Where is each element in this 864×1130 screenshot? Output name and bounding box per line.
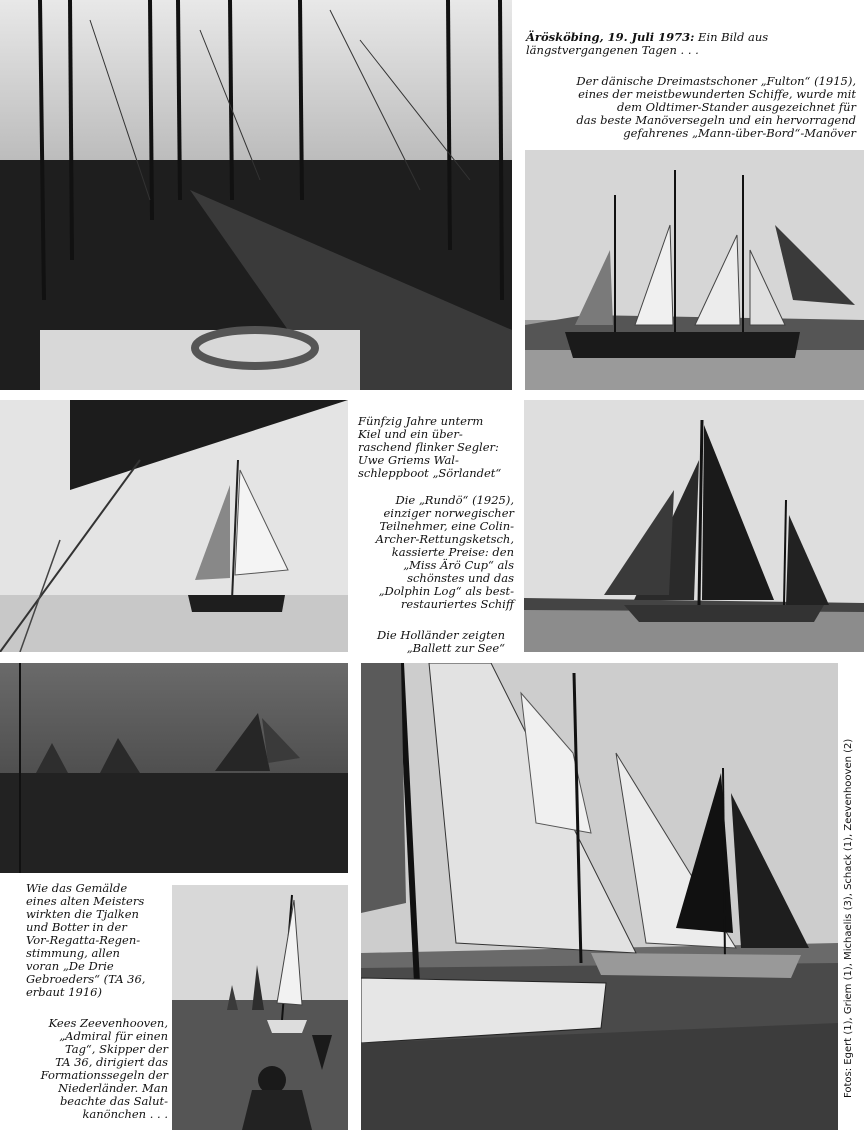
ketch-rundoe-photo xyxy=(524,400,864,652)
intro-caption-text: Ein Bild aus längstvergangenen Tagen . . . xyxy=(526,30,769,57)
tjalken-rain-photo xyxy=(0,663,348,873)
skipper-boat-photo xyxy=(172,885,348,1130)
sloop-soerlandet-photo xyxy=(0,400,348,652)
intro-caption-place-date: Ärösköbing, 19. Juli 1973: xyxy=(526,30,695,44)
rundoe-caption: Die „Rundö“ (1925), einziger norwegischer Teilnehmer, eine Colin- Archer-Rettungsketsch, kassierte Preise: den „Miss Ärö Cup“ als schönstes und das „Dolphin Log“ als best- restauriertes Schiff xyxy=(375,493,514,611)
soerlandet-caption: Fünfzig Jahre unterm Kiel und ein über- raschend flinker Segler: Uwe Griems Wal- schleppboot „Sörlandet“ xyxy=(358,414,502,480)
intro-caption xyxy=(526,18,856,57)
photo-credit: Fotos: Egert (1), Griem (1), Michaelis (3), Schack (1), Zeevenhooven (2) xyxy=(843,738,854,1098)
tjalken-caption: Wie das Gemälde eines alten Meisters wirkten die Tjalken und Botter in der Vor-Regatta-Regen- stimmung, allen voran „De Drie Gebroeders“ (TA 36, erbaut 1916) xyxy=(26,881,146,999)
schooner-fulton-photo xyxy=(525,150,864,390)
zeevenhooven-caption: Kees Zeevenhooven, „Admiral für einen Tag“, Skipper der TA 36, dirigiert das Formationssegeln der Niederländer. Man beachte das Salut- kanönchen . . . xyxy=(40,1016,168,1121)
harbor-masts-photo xyxy=(0,0,512,390)
hollaender-caption: Die Holländer zeigten „Ballett zur See“ xyxy=(377,628,505,655)
fulton-caption: Der dänische Dreimastschoner „Fulton“ (1915), eines der meistbewunderten Schiffe, wurde mit dem Oldtimer-Stander ausgezeichnet für das beste Manöversegeln und ein hervorragend gefahrenes „Mann-über-Bord“-Manöver xyxy=(576,74,856,140)
dutch-fleet-photo xyxy=(361,663,838,1130)
